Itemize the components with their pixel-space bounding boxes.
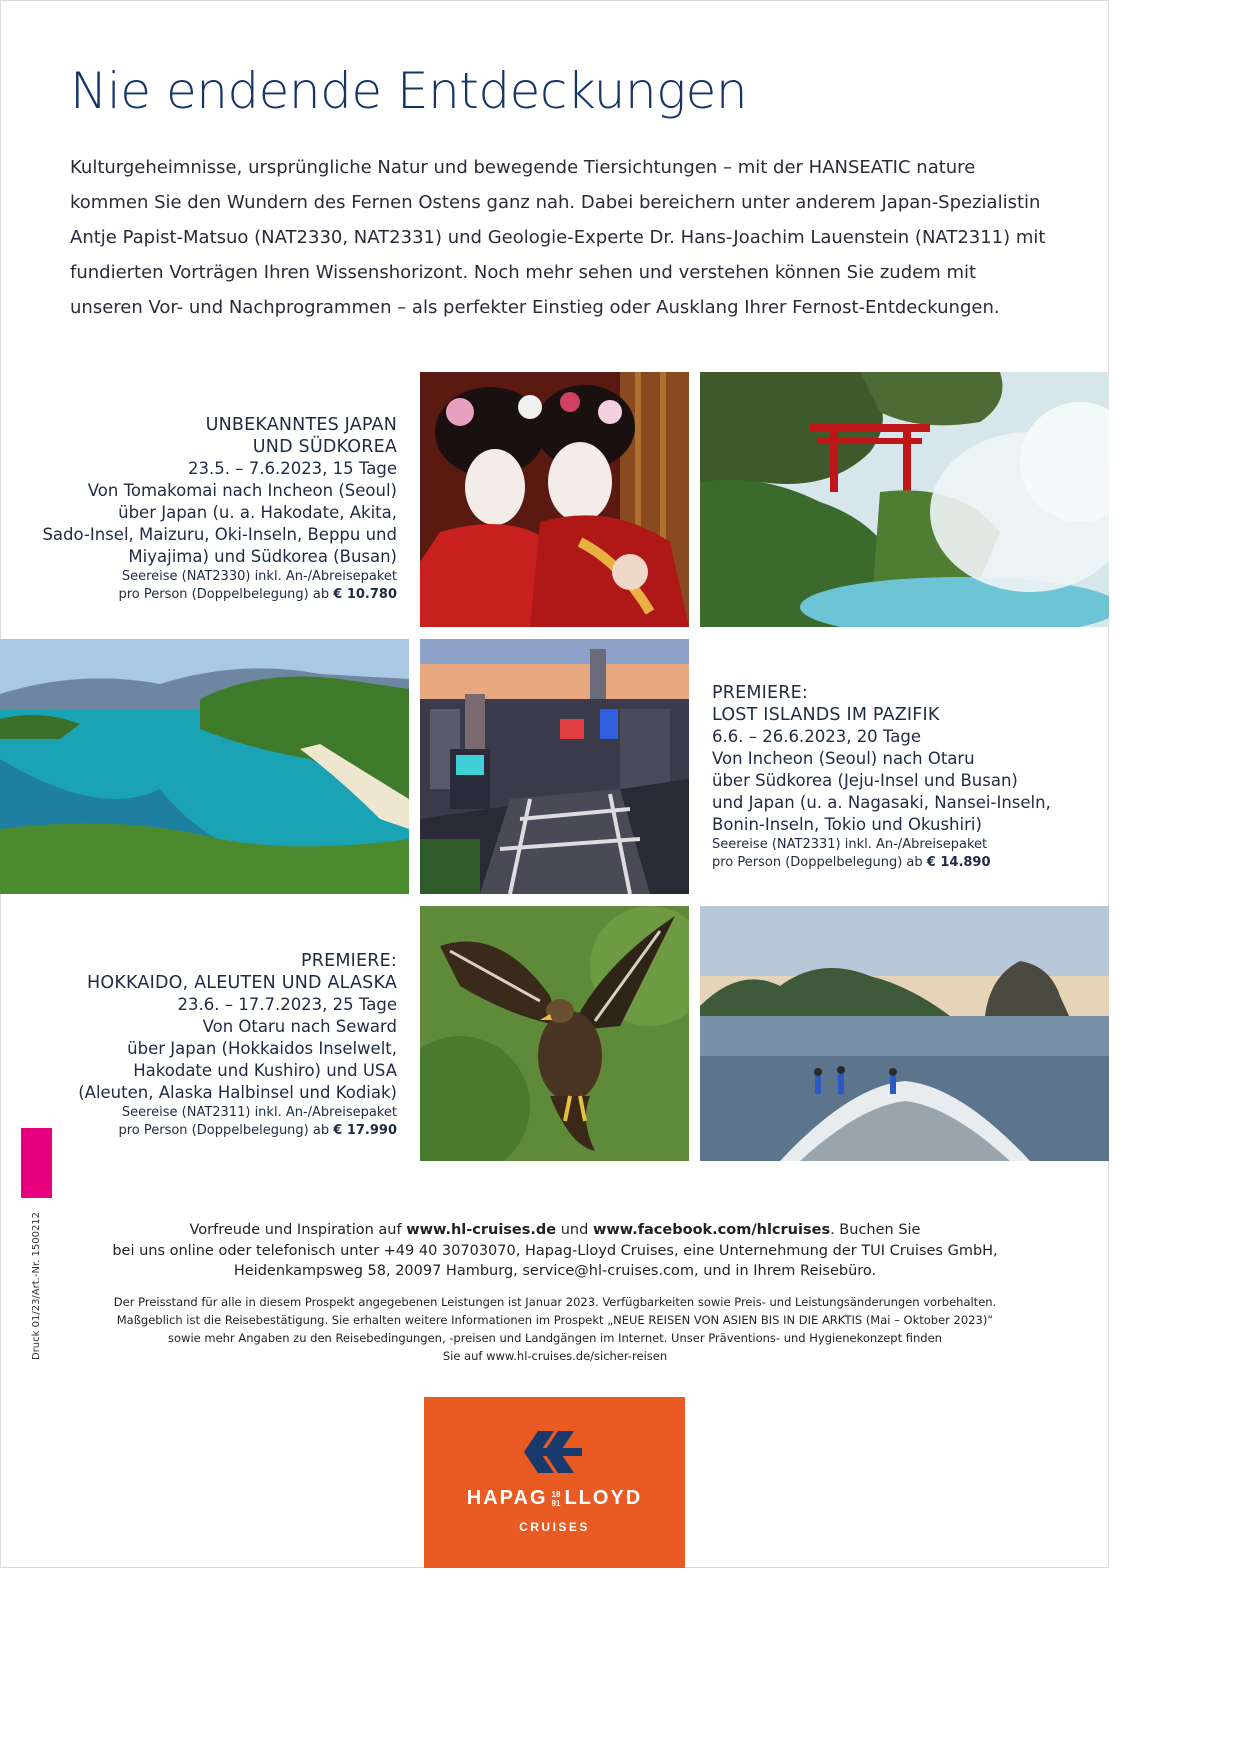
trip-price-line [712,854,1102,872]
contact-text: Vorfreude und Inspiration auf [189,1222,407,1238]
legal-line: sowie mehr Angaben zu den Reisebedingungen, -preisen und Landgängen im Internet. Unser Präventions- und Hygienekonzept finden [168,1331,942,1345]
photo-island-bay [0,639,409,894]
legal-line: Sie auf www.hl-cruises.de/sicher-reisen [442,1349,668,1363]
price-prefix: pro Person (Doppelbelegung) ab [712,855,923,870]
trip-name-line: LOST ISLANDS IM PAZIFIK [712,705,940,725]
contact-line: bei uns online oder telefonisch unter +49 40 30703070, Hapag-Lloyd Cruises, eine Unternehmung der TUI Cruises GmbH, [112,1242,998,1259]
logo-year-top: 18 [551,1489,561,1499]
legal-notice [70,1293,1040,1365]
legal-line: Maßgeblich ist die Reisebestätigung. Sie erhalten weitere Informationen im Prospekt „NEUE REISEN VON ASIEN BIS IN DIE ARKTIS (Mai – Oktober 2023)“ [116,1313,994,1327]
trip-route-line: Von Otaru nach Seward [202,1017,397,1036]
legal-line: Der Preisstand für alle in diesem Prospekt angegebenen Leistungen ist Januar 2023. Verfügbarkeiten sowie Preis- und Leistungsänderungen vorbehalten. [113,1295,997,1309]
accent-bar [21,1128,52,1198]
trip-package: Seereise (NAT2311) inkl. An-/Abreisepaket [121,1105,397,1120]
trip-route-line: Hakodate und Kushiro) und USA [133,1061,397,1080]
trip-dates: 6.6. – 26.6.2023, 20 Tage [712,727,922,746]
contact-text: und [556,1222,593,1238]
trip-dates: 23.6. – 17.7.2023, 25 Tage [177,995,397,1014]
trip-package: Seereise (NAT2331) inkl. An-/Abreisepaket [712,837,988,852]
hapag-lloyd-mark-icon [524,1427,584,1477]
contact-line: Heidenkampsweg 58, 20097 Hamburg, service@hl-cruises.com, und in Ihrem Reisebüro. [233,1263,877,1279]
website-link[interactable]: www.hl-cruises.de [406,1222,557,1238]
page-title: Nie endende Entdeckungen [70,62,748,120]
trip-price: € 14.890 [926,855,991,870]
trip-japan-korea [20,414,397,604]
hapag-lloyd-logo [424,1397,685,1568]
trip-route-line: und Japan (u. a. Nagasaki, Nansei-Inseln, [712,793,1051,812]
trip-route-line: (Aleuten, Alaska Halbinsel und Kodiak) [78,1083,397,1102]
logo-brand-right: LLOYD [564,1487,643,1509]
logo-brand-left: HAPAG [466,1487,548,1509]
logo-year-bottom: 91 [551,1498,561,1508]
trip-name-line: UND SÜDKOREA [252,437,397,457]
logo-year [552,1490,561,1508]
trip-route-line: über Südkorea (Jeju-Insel und Busan) [712,771,1018,790]
logo-subtitle: CRUISES [519,1520,590,1534]
trip-route-line: Miyajima) und Südkorea (Busan) [128,547,397,566]
trip-hokkaido-alaska [20,950,397,1140]
trip-price-line [20,586,397,604]
logo-wordmark [424,1487,685,1510]
price-prefix: pro Person (Doppelbelegung) ab [118,1123,330,1138]
trip-lost-islands [712,682,1102,872]
photo-ship-bow [700,906,1109,1161]
contact-line [60,1220,1050,1241]
contact-block [60,1220,1050,1282]
contact-text: . Buchen Sie [830,1222,921,1238]
trip-price: € 10.780 [333,587,397,602]
print-code: Druck 01/23/Art.-Nr. 1500212 [31,1211,42,1360]
trip-route-line: Bonin-Inseln, Tokio und Okushiri) [712,815,982,834]
trip-route-line: über Japan (u. a. Hakodate, Akita, [118,503,397,522]
trip-package: Seereise (NAT2330) inkl. An-/Abreisepaket [121,569,397,584]
trip-name-line: UNBEKANNTES JAPAN [205,415,397,435]
photo-geishas [420,372,689,627]
photo-sea-eagle [420,906,689,1161]
price-prefix: pro Person (Doppelbelegung) ab [118,587,330,602]
trip-name-line: PREMIERE: [301,951,397,971]
trip-price-line [20,1122,397,1140]
trip-route-line: Von Tomakomai nach Incheon (Seoul) [87,481,397,500]
intro-paragraph: Kulturgeheimnisse, ursprüngliche Natur und bewegende Tiersichtungen – mit der HANSEATIC nature kommen Sie den Wundern des Fernen Ostens ganz nah. Dabei bereichern unter anderem Japan-Spezialistin Antje Papist-Matsuo (NAT2330, NAT2331) und Geologie-Experte Dr. Hans-Joachim Lauenstein (NAT2311) mit fundierten Vorträgen Ihren Wissenshorizont. Noch mehr sehen und verstehen können Sie zudem mit unseren Vor- und Nachprogrammen – als perfekter Einstieg oder Ausklang Ihrer Fernost-Entdeckungen. [70,157,1046,318]
trip-route-line: über Japan (Hokkaidos Inselwelt, [127,1039,397,1058]
photo-torii-gate [700,372,1109,627]
photo-tokyo-crossing [420,639,689,894]
trip-route-line: Sado-Insel, Maizuru, Oki-Inseln, Beppu und [42,525,397,544]
trip-route-line: Von Incheon (Seoul) nach Otaru [712,749,975,768]
trip-name-line: PREMIERE: [712,683,808,703]
trip-price: € 17.990 [333,1123,397,1138]
facebook-link[interactable]: www.facebook.com/hlcruises [592,1222,831,1238]
trip-name-line: HOKKAIDO, ALEUTEN UND ALASKA [87,973,397,993]
trip-dates: 23.5. – 7.6.2023, 15 Tage [187,459,397,478]
